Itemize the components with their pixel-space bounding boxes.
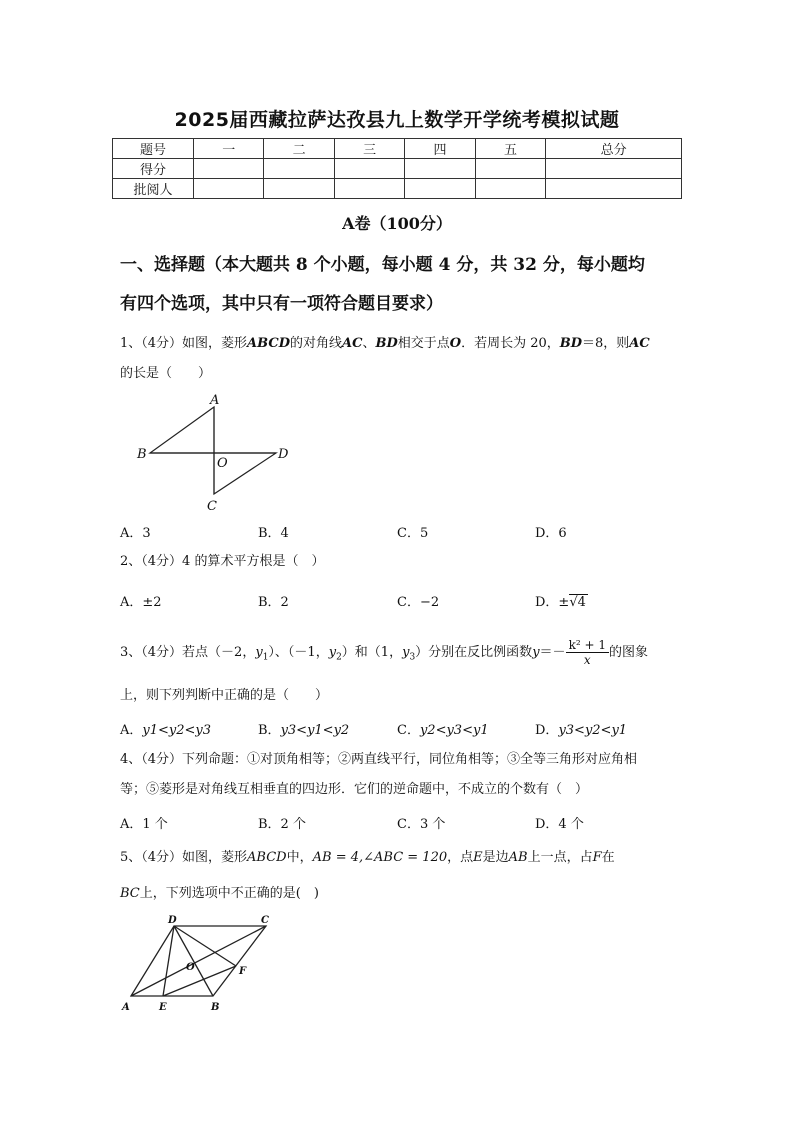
fraction: $\frac{\text{k² + 1}}{x}$: [566, 638, 609, 667]
q4-line1: 4、（4分）下列命题：①对顶角相等；②两直线平行，同位角相等；③全等三角形对应角相: [120, 752, 638, 767]
q1-line1: 1、（4分）如图，菱形ABCD的对角线AC、BD相交于点O．若周长为 20，BD＝8，则AC: [120, 336, 650, 351]
rhombus-figure-q1: [130, 390, 300, 515]
table-cell: 题号: [113, 139, 194, 159]
part1-heading-line2: 有四个选项，其中只有一项符合题目要求）: [120, 294, 443, 314]
rhombus-figure-q5: [118, 912, 278, 1014]
table-cell[interactable]: [334, 179, 404, 199]
q2-text: 2、（4分）4 的算术平方根是（ ）: [120, 554, 325, 569]
table-cell[interactable]: [475, 159, 545, 179]
q4-option-a[interactable]: A．1 个: [120, 817, 168, 832]
table-cell: 批阅人: [113, 179, 194, 199]
diagonal-ac: [131, 926, 266, 996]
label-c: C: [261, 915, 269, 926]
q2-option-a[interactable]: A．±2: [120, 595, 162, 610]
q1-option-b[interactable]: B．4: [258, 526, 289, 541]
label-o: O: [217, 456, 228, 471]
table-cell: 三: [334, 139, 404, 159]
q1-option-a[interactable]: A．3: [120, 526, 151, 541]
table-cell[interactable]: [405, 179, 475, 199]
table-row: [113, 179, 682, 199]
table-cell: 五: [475, 139, 545, 159]
q2-option-b[interactable]: B．2: [258, 595, 289, 610]
q3-option-a[interactable]: A．y1<y2<y3: [120, 723, 212, 738]
q2-option-c[interactable]: C．−2: [397, 595, 440, 610]
label-o: O: [186, 962, 195, 973]
table-cell: 四: [405, 139, 475, 159]
table-cell[interactable]: [475, 179, 545, 199]
q3-option-c[interactable]: C．y2<y3<y1: [397, 723, 489, 738]
label-e: E: [159, 1002, 167, 1013]
table-cell[interactable]: [405, 159, 475, 179]
segment-de: [163, 926, 174, 996]
table-cell[interactable]: [334, 159, 404, 179]
q3-option-b[interactable]: B．y3<y1<y2: [258, 723, 350, 738]
q4-option-c[interactable]: C．3 个: [397, 817, 446, 832]
table-row: [113, 159, 682, 179]
table-cell: 一: [194, 139, 264, 159]
table-cell: 二: [264, 139, 334, 159]
q4-option-d[interactable]: D．4 个: [535, 817, 584, 832]
label-a: A: [122, 1002, 130, 1013]
section-a-heading: A卷（100分）: [342, 214, 452, 233]
exam-title: 2025届西藏拉萨达孜县九上数学开学统考模拟试题: [174, 109, 620, 131]
label-a: A: [210, 393, 220, 408]
table-cell[interactable]: [264, 159, 334, 179]
label-d: D: [168, 915, 177, 926]
table-cell[interactable]: [264, 179, 334, 199]
label-b: B: [211, 1002, 220, 1013]
q1-option-c[interactable]: C．5: [397, 526, 429, 541]
table-row: [113, 139, 682, 159]
table-cell: 总分: [546, 139, 682, 159]
table-cell: 得分: [113, 159, 194, 179]
label-b: B: [137, 447, 147, 462]
part1-heading-line1: 一、选择题（本大题共 8 个小题，每小题 4 分，共 32 分，每小题均: [120, 255, 645, 275]
q3-option-d[interactable]: D．y3<y2<y1: [535, 723, 628, 738]
q1-option-d[interactable]: D．6: [535, 526, 567, 541]
q4-option-b[interactable]: B．2 个: [258, 817, 306, 832]
q4-line2: 等；⑤菱形是对角线互相垂直的四边形．它们的逆命题中，不成立的个数有（ ）: [120, 782, 589, 797]
diagonal-db: [174, 926, 213, 996]
q1-line2: 的长是（ ）: [120, 366, 212, 381]
label-c: C: [207, 499, 217, 514]
table-cell[interactable]: [194, 179, 264, 199]
label-d: D: [278, 447, 289, 462]
q3-line1: 3、（4分）若点（－2，$y_1$）、（－1，$y_2$）和（1，$y_3$）分别在反比例函数y＝－ $\frac{\text{k² + 1}}{x}$ 的图象: [120, 638, 648, 667]
sqrt-arg: 4: [577, 595, 586, 610]
q5-line2: BC上，下列选项中不正确的是( ): [120, 886, 319, 901]
q2-option-d[interactable]: D．±√4: [535, 595, 586, 610]
q5-line1: 5、（4分）如图，菱形ABCD中，AB = 4,∠ABC = 120，点E是边AB上一点，占F在: [120, 850, 615, 865]
q3-line2: 上，则下列判断中正确的是（ ）: [120, 688, 329, 703]
table-cell[interactable]: [546, 179, 682, 199]
rhombus-outline: [150, 407, 276, 494]
label-f: F: [239, 966, 247, 977]
table-cell[interactable]: [194, 159, 264, 179]
table-cell[interactable]: [546, 159, 682, 179]
score-table: [112, 138, 682, 199]
